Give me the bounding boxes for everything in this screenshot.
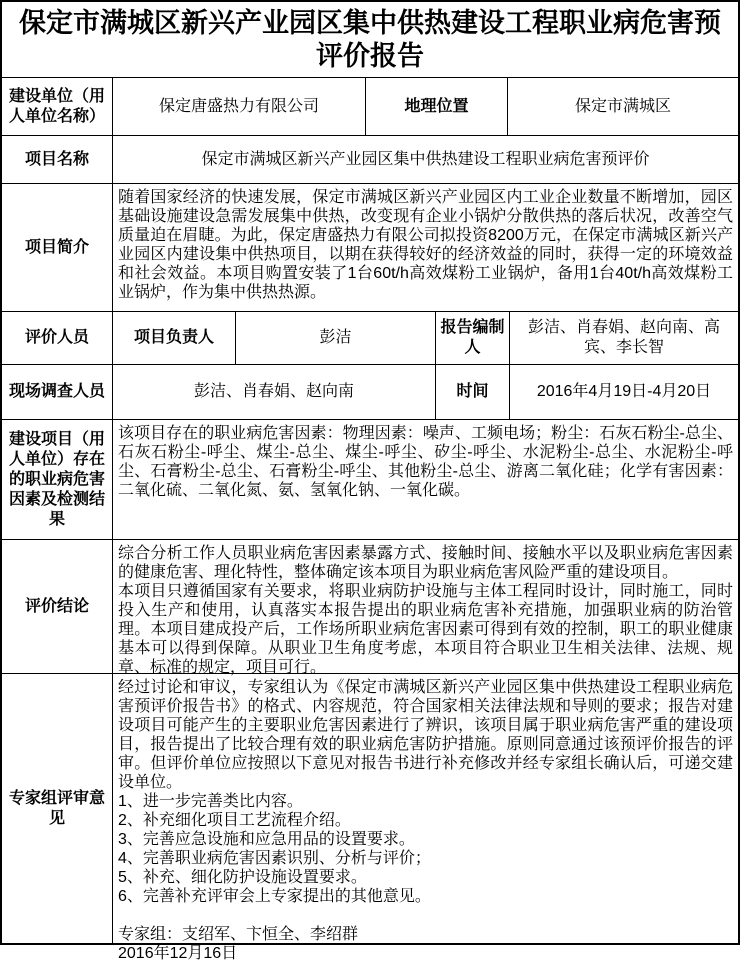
review-date: 2016年12月16日 (118, 945, 238, 962)
time-value: 2016年4月19日-4月20日 (509, 365, 738, 419)
expert-review-item: 5、补充、细化防护设施设置要求。 (118, 869, 367, 886)
hazard-factors-label: 建设项目（用人单位）存在的职业病危害因素及检测结果 (8, 430, 105, 528)
row-site-survey (2, 364, 738, 419)
expert-review-item: 2、补充细化项目工艺流程介绍。 (118, 812, 351, 829)
row-evaluators (2, 311, 738, 364)
location-value: 保定市满城区 (507, 78, 738, 135)
evaluators-label: 评价人员 (24, 329, 89, 346)
project-intro-label: 项目简介 (24, 238, 89, 256)
site-survey-value: 彭洁、肖春娟、赵向南 (112, 365, 435, 419)
expert-review-paragraph: 经过讨论和审议，专家组认为《保定市满城区新兴产业园区集中供热建设工程职业病危害预评价报告书》的格式、内容规范，符合国家相关法律法规和导则的要求；报告对建设项目可能产生的主要职业危害因素进行了辨识，该项目属于职业病危害严重的建设项目，报告提出了比较合理有效的职业病危害防护措施。原则同意通过该预评价报告的评审。但评价单位应按照以下意见对报告书进行补充修改并经专家组长确认后，可递交建设单位。 (118, 679, 733, 791)
project-intro-cell (112, 184, 738, 311)
conclusion-paragraph-1: 综合分析工作人员职业病危害因素暴露方式、接触时间、接触水平以及职业病危害因素的健康危害、理化特性，整体确定该本项目为职业病危害风险严重的建设项目。 (118, 545, 733, 581)
expert-review-item: 4、完善职业病危害因素识别、分析与评价； (118, 850, 431, 867)
row-construction-unit (2, 77, 738, 135)
blank-line (118, 906, 733, 925)
conclusion-text (113, 540, 738, 676)
hazard-factors-text: 该项目存在的职业病危害因素：物理因素：噪声、工频电场；粉尘：石灰石粉尘-总尘、石灰石粉尘-呼尘、煤尘-总尘、煤尘-呼尘、矽尘-呼尘、水泥粉尘-总尘、水泥粉尘-呼尘、石膏粉尘-总尘、石膏粉尘-呼尘、其他粉尘-总尘、游离二氧化硅；化学有害因素：二氧化硫、二氧化氮、氨、氢氧化钠、一氧化碳。 (118, 425, 733, 499)
expert-review-item-list (118, 792, 733, 906)
project-name-label: 项目名称 (24, 150, 89, 168)
project-leader-value: 彭洁 (235, 312, 435, 364)
conclusion-paragraph-2: 本项目只遵循国家有关要求，将职业病防护设施与主体工程同时设计，同时施工，同时投入生产和使用，认真落实本报告提出的职业病危害补充措施，加强职业病的防治管理。本项目建成投产后，工作场所职业病危害因素可得到有效的控制，职工的职业健康基本可以得到保障。从职业卫生角度考虑，本项目符合职业卫生相关法律、法规、规章、标准的规定，项目可行。 (118, 583, 733, 676)
time-label: 时间 (435, 365, 509, 419)
conclusion-cell (112, 540, 738, 676)
row-project-name (2, 135, 738, 183)
expert-review-item: 1、进一步完善类比内容。 (118, 793, 303, 810)
project-leader-label: 项目负责人 (112, 312, 235, 364)
site-survey-label: 现场调查人员 (8, 383, 105, 400)
report-title: 保定市满城区新兴产业园区集中供热建设工程职业病危害预评价报告 (19, 7, 721, 71)
expert-review-text (113, 674, 738, 962)
row-conclusion (2, 539, 738, 676)
expert-review-cell (112, 674, 738, 962)
project-intro-text: 随着国家经济的快速发展，保定市满城区新兴产业园区内工业企业数量不断增加，园区基础设施建设急需发展集中供热，改变现有企业小锅炉分散供热的落后状况，改善空气质量迫在眉睫。为此，保定唐盛热力有限公司拟投资8200万元，在保定市满城区新兴产业园区内建设集中供热项目，以期在获得较好的经济效益的同时，获得一定的环境效益和社会效益。本项目购置安装了1台60t/h高效煤粉工业锅炉，备用1台40t/h高效煤粉工业锅炉，作为集中供热热源。 (118, 189, 733, 301)
expert-review-item: 6、完善补充评审会上专家提出的其他意见。 (118, 888, 431, 905)
expert-group-signature: 专家组：支绍军、卞恒全、李绍群 (118, 926, 359, 943)
hazard-factors-cell (112, 420, 738, 539)
conclusion-label: 评价结论 (24, 597, 89, 615)
location-label: 地理位置 (365, 78, 507, 135)
expert-review-label: 专家组评审意见 (8, 789, 105, 827)
expert-review-item: 3、完善应急设施和应急用品的设置要求。 (118, 831, 415, 848)
construction-unit-label: 建设单位（用人单位名称） (8, 87, 105, 125)
row-project-intro (2, 183, 738, 311)
project-name-value: 保定市满城区新兴产业园区集中供热建设工程职业病危害预评价 (112, 136, 738, 183)
row-hazard-factors (2, 419, 738, 539)
report-writers-value: 彭洁、肖春娟、赵向南、高宾、李长智 (509, 312, 738, 364)
report-writers-label: 报告编制人 (435, 312, 509, 364)
construction-unit-value: 保定唐盛热力有限公司 (112, 78, 365, 135)
row-expert-review (2, 673, 738, 962)
